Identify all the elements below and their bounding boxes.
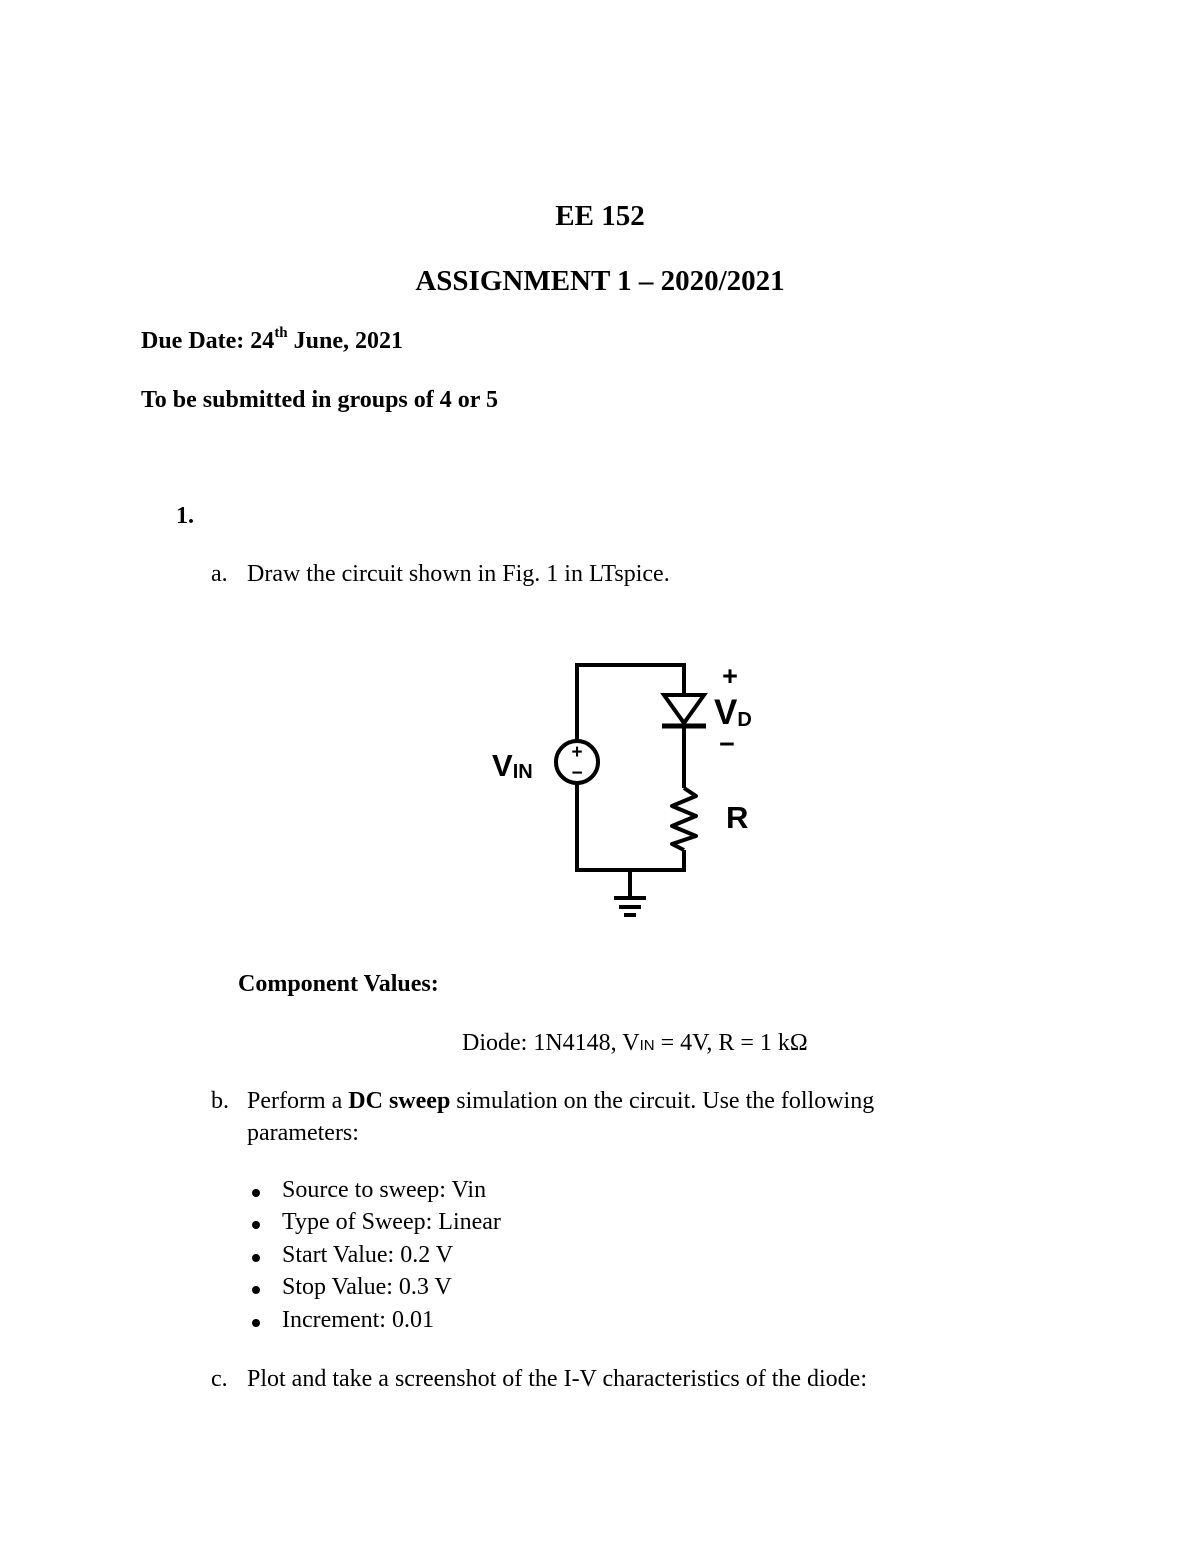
component-values-pre: Diode: 1N4148, V: [462, 1030, 640, 1056]
bullet-dot-icon: [252, 1286, 260, 1294]
list-item: Increment: 0.01: [282, 1307, 434, 1333]
source-plus-sign: +: [571, 742, 583, 763]
bullet-dot-icon: [252, 1319, 260, 1327]
part-c-text: Plot and take a screenshot of the I-V characteristics of the diode:: [247, 1366, 868, 1392]
part-b-text: [247, 1088, 874, 1115]
course-code: EE 152: [555, 200, 645, 232]
diode-icon: [664, 695, 704, 723]
source-minus-sign: −: [571, 763, 583, 784]
due-date-suffix: th: [274, 325, 288, 341]
due-date-rest: June, 2021: [287, 328, 404, 354]
component-values-heading: Component Values:: [238, 971, 439, 997]
list-item: Stop Value: 0.3 V: [282, 1274, 452, 1300]
due-date-label: Due Date: 24: [141, 328, 275, 354]
group-instruction: To be submitted in groups of 4 or 5: [141, 387, 498, 413]
component-values-line: [462, 1030, 808, 1057]
question-number: 1.: [176, 503, 194, 529]
vd-minus-label: −: [719, 729, 735, 759]
part-a-letter: a.: [211, 561, 228, 587]
part-b-text-line2: parameters:: [247, 1120, 359, 1146]
component-values-sub: IN: [639, 1037, 655, 1054]
bullet-dot-icon: [252, 1221, 260, 1229]
bullet-dot-icon: [252, 1189, 260, 1197]
vin-label: VIN: [492, 748, 533, 783]
part-b-text-pre: Perform a: [247, 1088, 349, 1114]
vin-label-sub: IN: [512, 761, 533, 783]
part-c-letter: c.: [211, 1366, 228, 1392]
due-date: [141, 325, 404, 355]
circuit-diagram: [0, 640, 1200, 940]
vd-label-sub: D: [737, 709, 752, 731]
list-item: Source to sweep: Vin: [282, 1177, 487, 1203]
component-values-post: = 4V, R = 1 kΩ: [654, 1030, 808, 1056]
vd-label: VD: [714, 693, 752, 732]
resistor-icon: [672, 788, 696, 850]
part-a-text: Draw the circuit shown in Fig. 1 in LTspice.: [247, 561, 670, 587]
list-item: Start Value: 0.2 V: [282, 1242, 454, 1268]
vd-plus-label: +: [722, 661, 738, 691]
part-b-text-post: simulation on the circuit. Use the following: [450, 1088, 875, 1114]
bullet-dot-icon: [252, 1254, 260, 1262]
part-b-text-bold: DC sweep: [348, 1088, 451, 1114]
part-b-letter: b.: [211, 1088, 229, 1114]
resistor-label: R: [726, 800, 749, 835]
assignment-title: ASSIGNMENT 1 – 2020/2021: [415, 265, 785, 297]
list-item: Type of Sweep: Linear: [282, 1209, 501, 1235]
